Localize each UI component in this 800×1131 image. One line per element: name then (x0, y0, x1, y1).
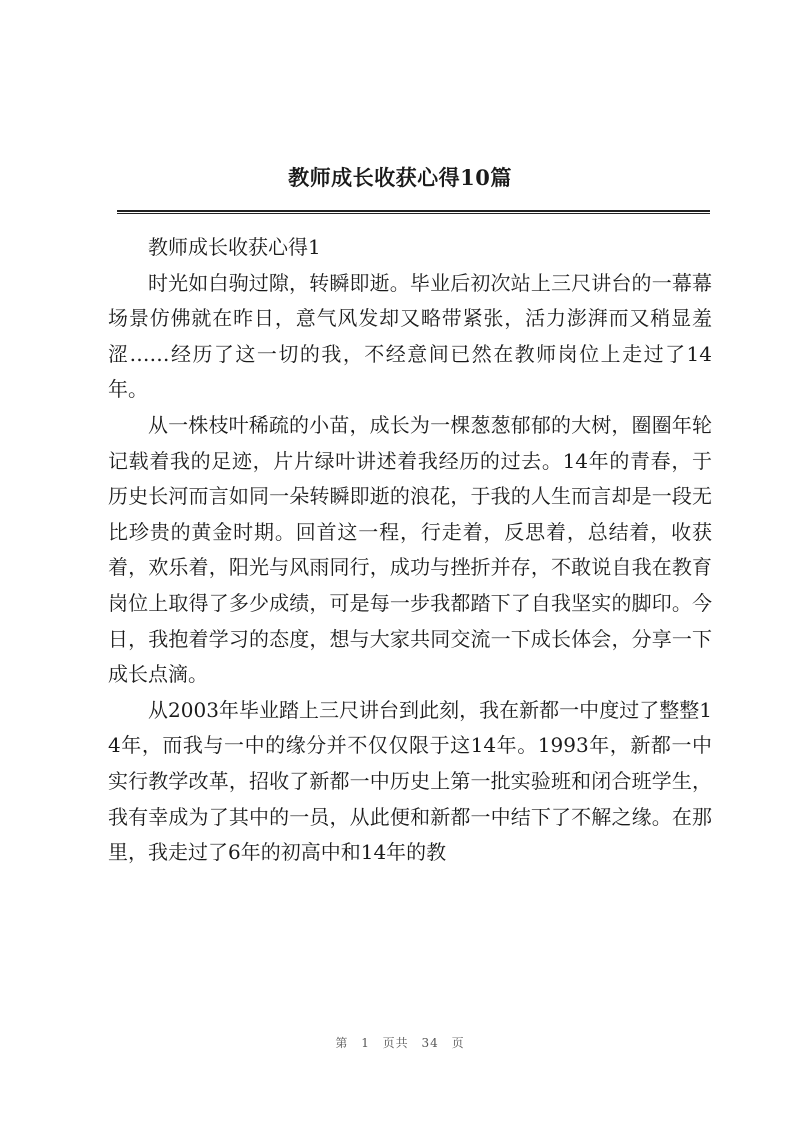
footer-suffix: 页 (451, 1036, 465, 1050)
section-heading: 教师成长收获心得1 (148, 235, 321, 259)
document-title: 教师成长收获心得10篇 (288, 165, 512, 190)
title-divider (117, 210, 710, 214)
paragraph: 从一株枝叶稀疏的小苗，成长为一棵葱葱郁郁的大树，圈圈年轮记载着我的足迹，片片绿叶讲述着我经历的过去。14年的青春，于历史长河而言如同一朵转瞬即逝的浪花，于我的人生而言却是一段无比珍贵的黄金时期。回首这一程，行走着，反思着，总结着，收获着，欢乐着，阳光与风雨同行，成功与挫折并存，不敢说自我在教育岗位上取得了多少成绩，可是每一步我都踏下了自我坚实的脚印。今日，我抱着学习的态度，想与大家共同交流一下成长体会，分享一下成长点滴。 (108, 412, 712, 687)
footer-middle: 页共 (382, 1036, 409, 1050)
footer-current-page: 1 (361, 1036, 370, 1050)
paragraph: 时光如白驹过隙，转瞬即逝。毕业后初次站上三尺讲台的一幕幕场景仿佛就在昨日，意气风发却又略带紧张，活力澎湃而又稍显羞涩……经历了这一切的我，不经意间已然在教师岗位上走过了14年。 (108, 270, 712, 402)
document-body (108, 230, 712, 871)
footer-prefix: 第 (335, 1036, 349, 1050)
paragraph: 从2003年毕业踏上三尺讲台到此刻，我在新都一中度过了整整14年，而我与一中的缘分并不仅仅限于这14年。1993年，新都一中实行教学改革，招收了新都一中历史上第一批实验班和闭合班学生，我有幸成为了其中的一员，从此便和新都一中结下了不解之缘。在那里，我走过了6年的初高中和14年的教 (108, 697, 712, 865)
page-footer (0, 1034, 800, 1051)
footer-total-pages: 34 (421, 1036, 439, 1050)
